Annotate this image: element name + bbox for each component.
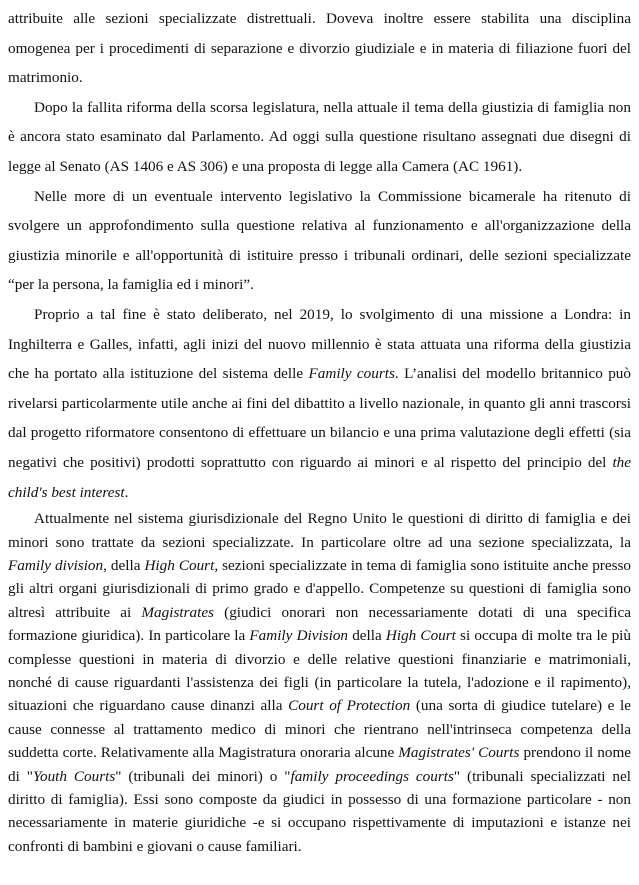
text-run: si occupa di molte tra le più complesse questioni in materia di divorzio e delle relative questioni finanziarie e matrimoniali, nonché di cause riguardanti l'assistenza dei figli (in particolare la tutela, l'adozione e il rapimento), situazioni che riguardano cause dinanzi alla (8, 627, 632, 715)
italic-term: High Court (385, 627, 456, 645)
text-run: " (tribunali dei minori) o " (115, 767, 291, 785)
text-run: Proprio a tal fine è stato deliberato, nel 2019, lo svolgimento di una missione a Londra: in Inghilterra e Galles, infatti, agli inizi del nuovo millennio è stata attuata una riforma della giustizia che ha portato alla istituzione del sistema delle (8, 305, 631, 383)
italic-term: the child's best interest (8, 453, 631, 501)
italic-term: Family courts (308, 365, 395, 383)
text-run: , sezioni specializzate in tema di famiglia sono istituite anche presso gli altri organi giurisdizionali di primo grado e d'appello. Competenze su questioni di famiglia sono altresì attribuite ai (8, 556, 632, 621)
text-run: (una sorta di giudice tutelare) e le cause connesse al trattamento medico di minori che rientrano nell'intrinseca competenza della suddetta corte. Relativamente alla Magistratura onoraria alcune (8, 697, 631, 762)
italic-term: High Court (144, 556, 215, 574)
text-run: Attualmente nel sistema giurisdizionale del Regno Unito le questioni di diritto di famiglia e dei minori sono trattate da sezioni specializzate. In particolare oltre ad una sezione specializzata, la (8, 510, 631, 551)
italic-term: Youth Courts (32, 767, 116, 785)
text-run: . (124, 483, 129, 501)
paragraph-3 (8, 182, 631, 300)
text-run: della (348, 627, 386, 645)
italic-term: Court of Protection (288, 697, 411, 715)
text-run: Dopo la fallita riforma della scorsa legislatura, nella attuale il tema della giustizia di famiglia non è ancora stato esaminato dal Parlamento. Ad oggi sulla questione risultano assegnati due disegni di legge al Senato (AS 1406 e AS 306) e una proposta di legge alla Camera (AC 1961). (8, 98, 631, 175)
italic-term: Family division (8, 556, 104, 574)
italic-term: Family Division (249, 627, 349, 645)
paragraph-2 (8, 93, 631, 182)
text-run: (giudici onorari non necessariamente dotati di una specifica formazione giuridica). In particolare la (8, 603, 631, 645)
italic-term: Magistrates' Courts (398, 744, 520, 762)
paragraph-5 (8, 507, 631, 858)
text-run: " (tribunali specializzati nel diritto di famiglia). Essi sono composte da giudici in possesso di una formazione particolare - non necessariamente in materie giuridiche -e si occupano rispettivamente di imputazioni e istanze nei confronti di bambini e giovani o cause familiari. (8, 767, 631, 855)
text-run: prendono il nome di " (8, 744, 632, 785)
italic-term: family proceedings courts (290, 767, 454, 785)
paragraph-4 (8, 300, 631, 507)
text-run: , della (103, 556, 145, 574)
paragraph-1 (8, 4, 631, 93)
text-run: attribuite alle sezioni specializzate distrettuali. Doveva inoltre essere stabilita una disciplina omogenea per i procedimenti di separazione e divorzio giudiziale e in materia di filiazione fuori del matrimonio. (8, 10, 631, 87)
text-run: . L’analisi del modello britannico può rivelarsi particolarmente utile anche ai fini del dibattito a livello nazionale, in quanto gli anni trascorsi dal progetto riformatore consentono di effettuare un bilancio e una prima valutazione degli effetti (sia negativi che positivi) prodotti soprattutto con riguardo ai minori e al rispetto del principio del (8, 365, 631, 471)
text-run: Nelle more di un eventuale intervento legislativo la Commissione bicamerale ha ritenuto di svolgere un approfondimento sulla questione relativa al funzionamento e all'organizzazione della giustizia minorile e all'opportunità di istituire presso i tribunali ordinari, delle sezioni specializzate “per la persona, la famiglia ed i minori”. (8, 187, 631, 294)
italic-term: Magistrates (141, 603, 214, 621)
